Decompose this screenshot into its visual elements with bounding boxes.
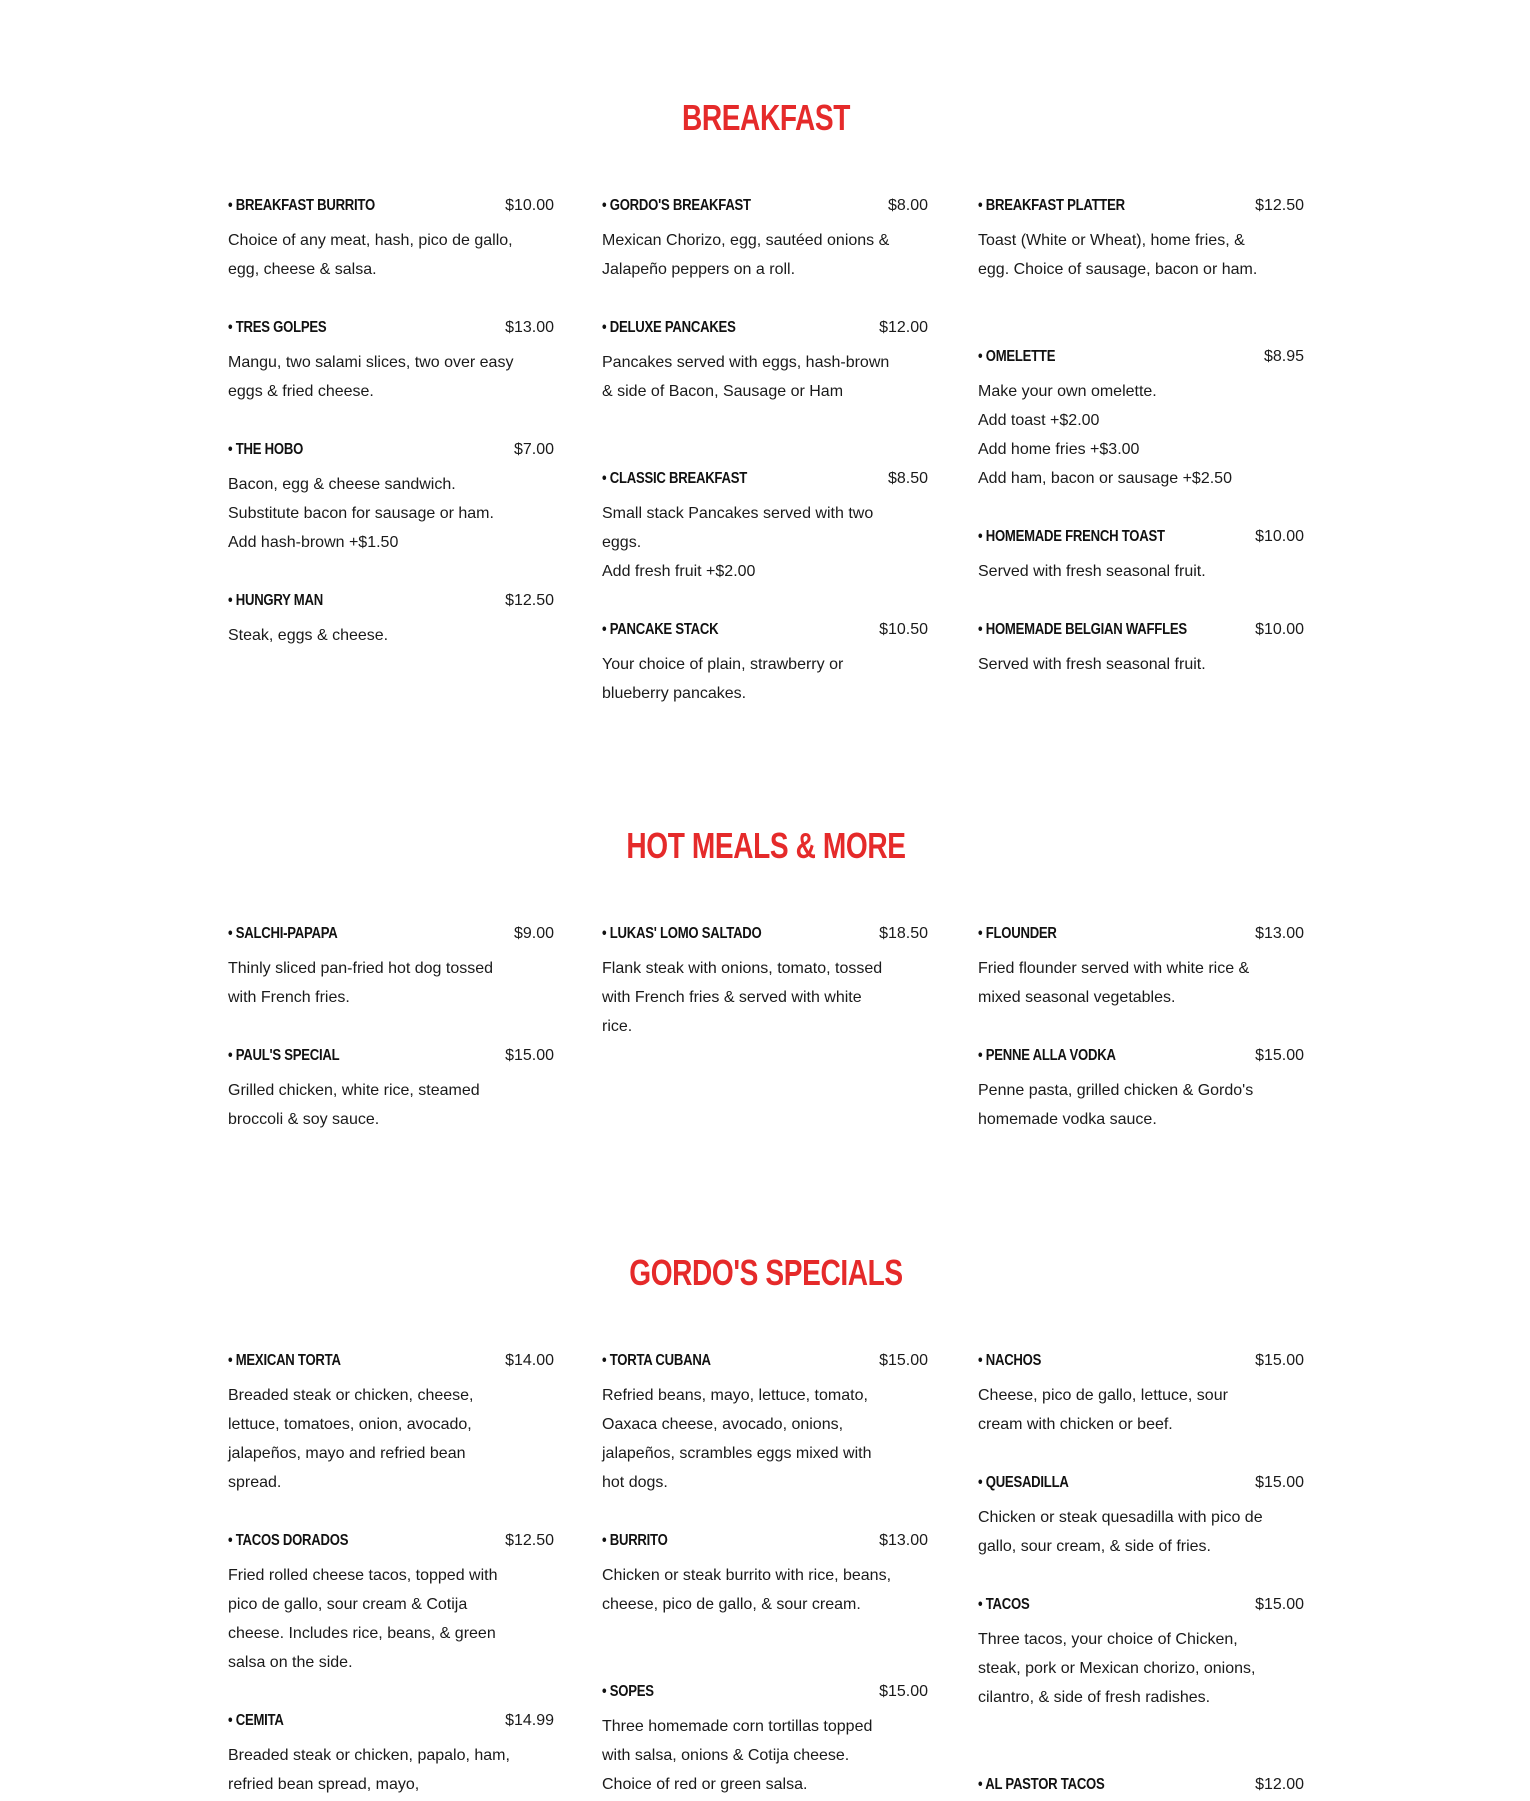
- item-name: • AL PASTOR TACOS: [978, 1776, 1105, 1793]
- item-price: $10.00: [505, 197, 554, 214]
- item-name: • CEMITA: [228, 1712, 284, 1729]
- item-name: • MEXICAN TORTA: [228, 1352, 341, 1369]
- item-name: • THE HOBO: [228, 441, 304, 458]
- description-line: Grilled chicken, white rice, steamed broccoli & soy sauce.: [228, 1082, 480, 1128]
- item-description: [602, 348, 892, 406]
- description-line: Add fresh fruit +$2.00: [602, 563, 756, 580]
- menu-item: [228, 438, 554, 557]
- description-line: Flank steak with onions, tomato, tossed with French fries & served with white rice.: [602, 960, 883, 1035]
- item-name: • FLOUNDER: [978, 925, 1057, 942]
- item-price: $8.00: [887, 197, 928, 214]
- item-description: [978, 954, 1268, 1012]
- menu-item: [602, 1529, 928, 1619]
- item-description: [602, 954, 892, 1041]
- item-price: $12.00: [1255, 1776, 1304, 1793]
- description-line: Cheese, pico de gallo, lettuce, sour cream with chicken or beef.: [978, 1387, 1228, 1433]
- section-breakfast: [228, 96, 1304, 736]
- item-name: • GORDO'S BREAKFAST: [602, 197, 751, 214]
- menu-item: [602, 1680, 928, 1799]
- item-price: $8.95: [1263, 348, 1304, 365]
- menu-item: [228, 1529, 554, 1677]
- description-line: Steak, eggs & cheese.: [228, 627, 389, 644]
- description-line: Fried flounder served with white rice & mixed seasonal vegetables.: [978, 960, 1250, 1006]
- item-price: $12.50: [1255, 197, 1304, 214]
- item-name: • BREAKFAST PLATTER: [978, 197, 1125, 214]
- item-description: [228, 954, 518, 1012]
- description-line: Three tacos, your choice of Chicken, steak, pork or Mexican chorizo, onions, cilantro, & side of fresh radishes.: [978, 1631, 1256, 1706]
- menu-item: [228, 1709, 554, 1799]
- item-price: $15.00: [879, 1683, 928, 1700]
- item-price: $13.00: [505, 319, 554, 336]
- menu-item: [978, 1349, 1304, 1439]
- menu-item: [978, 345, 1304, 493]
- item-description: [602, 1381, 892, 1497]
- menu-item: [228, 922, 554, 1012]
- description-line: Add toast +$2.00: [978, 412, 1100, 429]
- item-description: [228, 621, 518, 650]
- menu-item: [602, 194, 928, 284]
- item-name: • TORTA CUBANA: [602, 1352, 711, 1369]
- description-line: Served with fresh seasonal fruit.: [978, 563, 1206, 580]
- item-description: [228, 348, 518, 406]
- menu-item: [602, 922, 928, 1041]
- item-price: $12.50: [505, 1532, 554, 1549]
- item-description: [978, 650, 1268, 679]
- menu-item: [978, 1471, 1304, 1561]
- section-hot-meals: [228, 824, 1304, 1164]
- item-price: $15.00: [1255, 1474, 1304, 1491]
- description-line: Refried beans, mayo, lettuce, tomato, Oaxaca cheese, avocado, onions, jalapeños, scrambles eggs mixed with hot dogs.: [602, 1387, 872, 1491]
- item-description: [228, 1741, 518, 1799]
- description-line: Thinly sliced pan-fried hot dog tossed with French fries.: [228, 960, 494, 1006]
- description-line: Chicken or steak burrito with rice, beans, cheese, pico de gallo, & sour cream.: [602, 1567, 892, 1613]
- item-name: • PAUL'S SPECIAL: [228, 1047, 340, 1064]
- description-line: Small stack Pancakes served with two eggs.: [602, 505, 874, 551]
- item-name: • HUNGRY MAN: [228, 592, 323, 609]
- item-description: [602, 1712, 892, 1799]
- item-description: [978, 226, 1268, 284]
- item-name: • PENNE ALLA VODKA: [978, 1047, 1116, 1064]
- menu-item: [978, 922, 1304, 1012]
- item-price: $10.50: [879, 621, 928, 638]
- section-title: HOT MEALS & MORE: [626, 825, 906, 866]
- item-name: • BREAKFAST BURRITO: [228, 197, 375, 214]
- item-price: $13.00: [1255, 925, 1304, 942]
- description-line: Chicken or steak quesadilla with pico de gallo, sour cream, & side of fries.: [978, 1509, 1263, 1555]
- item-price: $12.50: [505, 592, 554, 609]
- menu-item: [602, 467, 928, 586]
- menu-item: [978, 1044, 1304, 1134]
- item-name: • CLASSIC BREAKFAST: [602, 470, 747, 487]
- description-line: Mexican Chorizo, egg, sautéed onions & Jalapeño peppers on a roll.: [602, 232, 890, 278]
- description-line: Make your own omelette.: [978, 383, 1157, 400]
- description-line: Bacon, egg & cheese sandwich.: [228, 476, 456, 493]
- item-price: $15.00: [505, 1047, 554, 1064]
- section-title: BREAKFAST: [681, 97, 851, 138]
- description-line: Add home fries +$3.00: [978, 441, 1140, 458]
- item-price: $14.00: [505, 1352, 554, 1369]
- item-name: • TACOS: [978, 1596, 1030, 1613]
- item-name: • SOPES: [602, 1683, 654, 1700]
- item-name: • BURRITO: [602, 1532, 668, 1549]
- description-line: Breaded steak or chicken, papalo, ham, refried bean spread, mayo,: [228, 1747, 510, 1793]
- item-name: • SALCHI-PAPAPA: [228, 925, 338, 942]
- description-line: Choice of any meat, hash, pico de gallo, egg, cheese & salsa.: [228, 232, 513, 278]
- item-description: [602, 499, 892, 586]
- section-title: GORDO'S SPECIALS: [629, 1252, 903, 1293]
- description-line: Fried rolled cheese tacos, topped with pico de gallo, sour cream & Cotija cheese. Includes rice, beans, & green salsa on the side.: [228, 1567, 498, 1671]
- menu-item: [228, 316, 554, 406]
- item-price: $15.00: [1255, 1352, 1304, 1369]
- description-line: Pancakes served with eggs, hash-brown & side of Bacon, Sausage or Ham: [602, 354, 890, 400]
- menu-item: [978, 194, 1304, 284]
- item-price: $10.00: [1255, 528, 1304, 545]
- menu-item: [602, 618, 928, 708]
- item-description: [228, 1561, 518, 1677]
- description-line: Toast (White or Wheat), home fries, & egg. Choice of sausage, bacon or ham.: [978, 232, 1258, 278]
- section-gordos-specials: [228, 1251, 1304, 1801]
- item-description: [978, 1076, 1268, 1134]
- item-description: [602, 226, 892, 284]
- description-line: Substitute bacon for sausage or ham.: [228, 505, 494, 522]
- description-line: Three homemade corn tortillas topped with salsa, onions & Cotija cheese. Choice of red or green salsa.: [602, 1718, 873, 1793]
- item-description: [602, 1561, 892, 1619]
- item-name: • HOMEMADE BELGIAN WAFFLES: [978, 621, 1187, 638]
- description-line: Penne pasta, grilled chicken & Gordo's homemade vodka sauce.: [978, 1082, 1254, 1128]
- description-line: Mangu, two salami slices, two over easy eggs & fried cheese.: [228, 354, 514, 400]
- menu-item: [602, 1349, 928, 1497]
- menu-item: [228, 589, 554, 650]
- description-line: Add hash-brown +$1.50: [228, 534, 399, 551]
- item-description: [228, 1076, 518, 1134]
- item-name: • NACHOS: [978, 1352, 1042, 1369]
- item-price: $12.00: [879, 319, 928, 336]
- item-name: • QUESADILLA: [978, 1474, 1069, 1491]
- item-name: • PANCAKE STACK: [602, 621, 719, 638]
- item-description: [978, 557, 1268, 586]
- menu-item: [602, 316, 928, 406]
- item-description: [228, 1381, 518, 1497]
- item-name: • OMELETTE: [978, 348, 1056, 365]
- description-line: Breaded steak or chicken, cheese, lettuce, tomatoes, onion, avocado, jalapeños, mayo and refried bean spread.: [228, 1387, 474, 1491]
- menu-item: [978, 1593, 1304, 1712]
- item-name: • DELUXE PANCAKES: [602, 319, 736, 336]
- item-description: [978, 377, 1268, 493]
- item-name: • HOMEMADE FRENCH TOAST: [978, 528, 1165, 545]
- item-price: $15.00: [1255, 1596, 1304, 1613]
- item-name: • TRES GOLPES: [228, 319, 327, 336]
- item-price: $15.00: [1255, 1047, 1304, 1064]
- menu-item: [978, 618, 1304, 679]
- menu-item: [978, 525, 1304, 586]
- item-description: [978, 1381, 1268, 1439]
- item-price: $9.00: [513, 925, 554, 942]
- item-description: [978, 1625, 1268, 1712]
- item-price: $7.00: [513, 441, 554, 458]
- item-price: $10.00: [1255, 621, 1304, 638]
- menu-item: [228, 1349, 554, 1497]
- item-description: [228, 226, 518, 284]
- item-name: • TACOS DORADOS: [228, 1532, 349, 1549]
- item-description: [602, 650, 892, 708]
- menu-item: [228, 194, 554, 284]
- description-line: Add ham, bacon or sausage +$2.50: [978, 470, 1232, 487]
- item-description: [228, 470, 518, 557]
- item-price: $14.99: [505, 1712, 554, 1729]
- description-line: Served with fresh seasonal fruit.: [978, 656, 1206, 673]
- item-price: $13.00: [879, 1532, 928, 1549]
- menu-item: [228, 1044, 554, 1134]
- description-line: Your choice of plain, strawberry or blueberry pancakes.: [602, 656, 844, 702]
- item-price: $18.50: [879, 925, 928, 942]
- menu-item: [978, 1773, 1304, 1797]
- item-price: $8.50: [887, 470, 928, 487]
- item-description: [978, 1503, 1268, 1561]
- item-name: • LUKAS' LOMO SALTADO: [602, 925, 762, 942]
- item-price: $15.00: [879, 1352, 928, 1369]
